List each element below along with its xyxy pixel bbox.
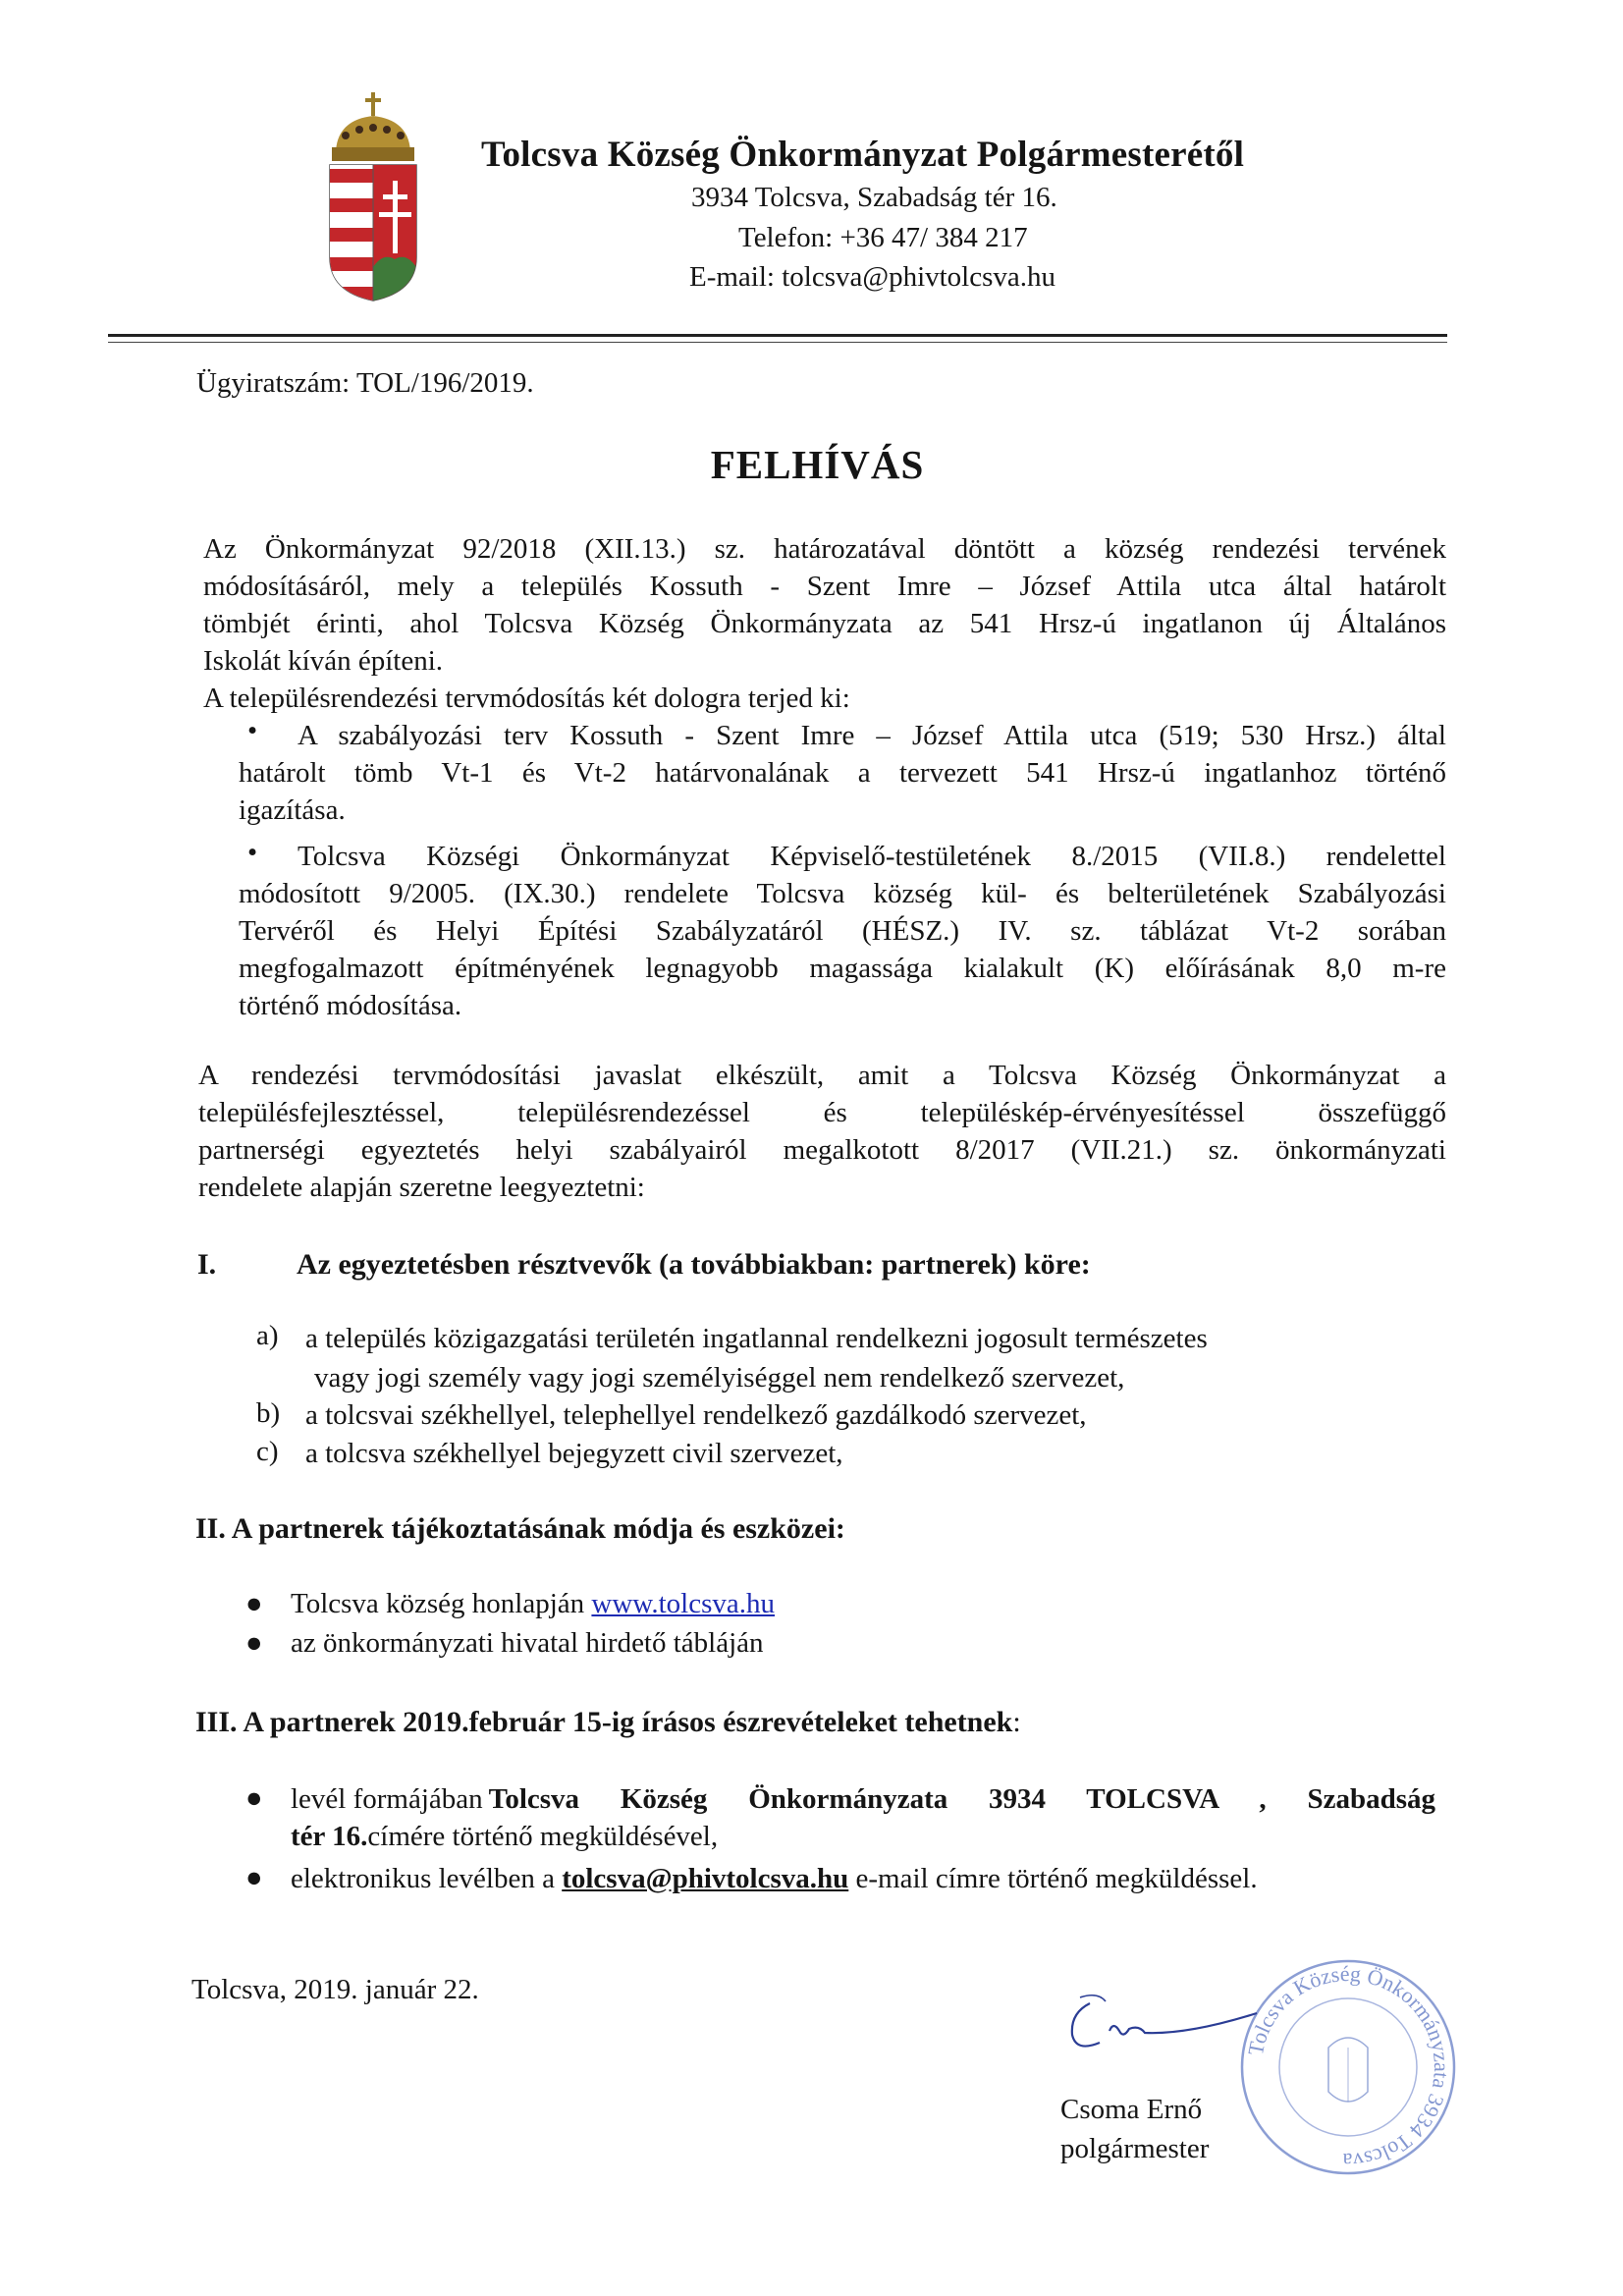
postal-address: Tolcsva Község Önkormányzata 3934 TOLCSVA , Szabadság bbox=[488, 1783, 1435, 1815]
intro-line: Iskolát kíván építeni. bbox=[203, 645, 444, 677]
header-divider-thin bbox=[108, 342, 1447, 343]
scope-intro: A településrendezési tervmódosítás két dologra terjed ki: bbox=[203, 683, 850, 714]
bullet-icon: ● bbox=[245, 1588, 263, 1619]
hungarian-coat-of-arms-icon bbox=[324, 90, 422, 306]
list-item-text bbox=[291, 1588, 775, 1620]
svg-text:Tolcsva Község Önkormányzata 3: Tolcsva Község Önkormányzata 3934 Tolcsva bbox=[1242, 1960, 1455, 2174]
section-3-heading-text: III. A partnerek 2019.február 15-ig írásos észrevételeket tehetnek bbox=[195, 1706, 1013, 1738]
signatory-name: Csoma Ernő bbox=[1060, 2094, 1203, 2125]
bullet-icon: ● bbox=[245, 1862, 263, 1893]
reference-number: Ügyiratszám: TOL/196/2019. bbox=[196, 367, 534, 399]
intro-line: Az Önkormányzat 92/2018 (XII.13.) sz. határozatával döntött a község rendezési tervének bbox=[203, 533, 1446, 565]
list-item-text: a tolcsvai székhellyel, telephellyel rendelkező gazdálkodó szervezet, bbox=[305, 1399, 1087, 1431]
list-marker: c) bbox=[256, 1436, 279, 1467]
postal-address-cont: tér 16. bbox=[291, 1821, 368, 1852]
list-item-text: vagy jogi személy vagy jogi személyiséggel nem rendelkező szervezet, bbox=[314, 1362, 1125, 1394]
header-divider bbox=[108, 334, 1447, 337]
list-item-text: a település közigazgatási területén ingatlannal rendelkezni jogosult természetes bbox=[305, 1323, 1208, 1354]
website-link[interactable]: www.tolcsva.hu bbox=[591, 1588, 776, 1619]
list-item-text bbox=[291, 1783, 1435, 1816]
section-3-heading-colon: : bbox=[1012, 1706, 1021, 1738]
proposal-line: rendelete alapján szeretne leegyeztetni: bbox=[198, 1172, 645, 1203]
intro-line: módosításáról, mely a település Kossuth - Szent Imre – József Attila utca által határolt bbox=[203, 571, 1446, 602]
section-2-heading: II. A partnerek tájékoztatásának módja és eszközei: bbox=[195, 1512, 845, 1545]
document-title bbox=[0, 441, 1623, 488]
list-item-suffix: e-mail címre történő megküldéssel. bbox=[848, 1863, 1258, 1894]
list-marker: b) bbox=[256, 1397, 281, 1429]
section-1-number: I. bbox=[197, 1248, 217, 1281]
scope-line: igazítása. bbox=[239, 794, 346, 826]
list-item-text bbox=[291, 1821, 718, 1853]
scope-line: határolt tömb Vt-1 és Vt-2 határvonalának a tervezett 541 Hrsz-ú ingatlanhoz történő bbox=[239, 757, 1446, 789]
list-item-text bbox=[291, 1863, 1258, 1895]
section-3-heading bbox=[195, 1706, 1021, 1739]
proposal-line: településfejlesztéssel, településrendezéssel és településkép-érvényesítéssel összefüggő bbox=[198, 1097, 1446, 1128]
scope-line: A szabályozási terv Kossuth - Szent Imre – József Attila utca (519; 530 Hrsz.) által bbox=[298, 720, 1446, 751]
signatory-role: polgármester bbox=[1060, 2133, 1210, 2164]
scope-line: Tervéről és Helyi Építési Szabályzatáról (HÉSZ.) IV. sz. táblázat Vt-2 sorában bbox=[239, 915, 1446, 947]
scope-line: Tolcsva Községi Önkormányzat Képviselő-testületének 8./2015 (VII.8.) rendelettel bbox=[298, 841, 1446, 872]
list-item-prefix: Tolcsva község honlapján bbox=[291, 1588, 592, 1619]
scope-line: megfogalmazott építményének legnagyobb magassága kialakult (K) előírásának 8,0 m-re bbox=[239, 953, 1446, 984]
email-link[interactable]: tolcsva@phivtolcsva.hu bbox=[562, 1863, 849, 1894]
proposal-line: partnerségi egyeztetés helyi szabályairól megalkotott 8/2017 (VII.21.) sz. önkormányzati bbox=[198, 1134, 1446, 1166]
list-item-prefix: levél formájában bbox=[291, 1783, 483, 1815]
intro-line: tömbjét érinti, ahol Tolcsva Község Önkormányzata az 541 Hrsz-ú ingatlanon új Általános bbox=[203, 608, 1446, 639]
office-address: 3934 Tolcsva, Szabadság tér 16. bbox=[691, 182, 1057, 213]
scope-line: történő módosítása. bbox=[239, 990, 462, 1021]
list-item-suffix: címére történő megküldésével, bbox=[367, 1821, 719, 1852]
list-item-text: az önkormányzati hivatal hirdető tábláján bbox=[291, 1627, 764, 1659]
list-item-text: a tolcsva székhellyel bejegyzett civil szervezet, bbox=[305, 1438, 843, 1469]
office-title: Tolcsva Község Önkormányzat Polgármesterétől bbox=[481, 135, 1245, 175]
list-marker: a) bbox=[256, 1320, 279, 1351]
scope-item bbox=[239, 717, 1446, 829]
bullet-icon: ● bbox=[245, 1782, 263, 1814]
proposal-line: A rendezési tervmódosítási javaslat elkészült, amit a Tolcsva Község Önkormányzat a bbox=[198, 1060, 1446, 1091]
office-email: E-mail: tolcsva@phivtolcsva.hu bbox=[689, 261, 1056, 293]
scope-line: módosított 9/2005. (IX.30.) rendelete Tolcsva község kül- és belterületének Szabályozási bbox=[239, 878, 1446, 909]
scope-item bbox=[239, 838, 1446, 1024]
coat-of-arms bbox=[324, 90, 422, 306]
bullet-icon: ● bbox=[245, 1627, 263, 1659]
intro-paragraph bbox=[203, 530, 1446, 717]
bullet-icon: • bbox=[247, 837, 258, 868]
proposal-paragraph bbox=[198, 1057, 1446, 1206]
place-date: Tolcsva, 2019. január 22. bbox=[191, 1974, 479, 2005]
list-item-prefix: elektronikus levélben a bbox=[291, 1863, 563, 1894]
bullet-icon: • bbox=[247, 715, 258, 746]
office-phone: Telefon: +36 47/ 384 217 bbox=[738, 222, 1028, 253]
handwritten-signature-icon bbox=[1051, 1974, 1306, 2082]
section-1-heading: Az egyeztetésben résztvevők (a továbbiakban: partnerek) köre: bbox=[297, 1248, 1091, 1281]
document-title-text: FELHÍVÁS bbox=[710, 442, 925, 487]
